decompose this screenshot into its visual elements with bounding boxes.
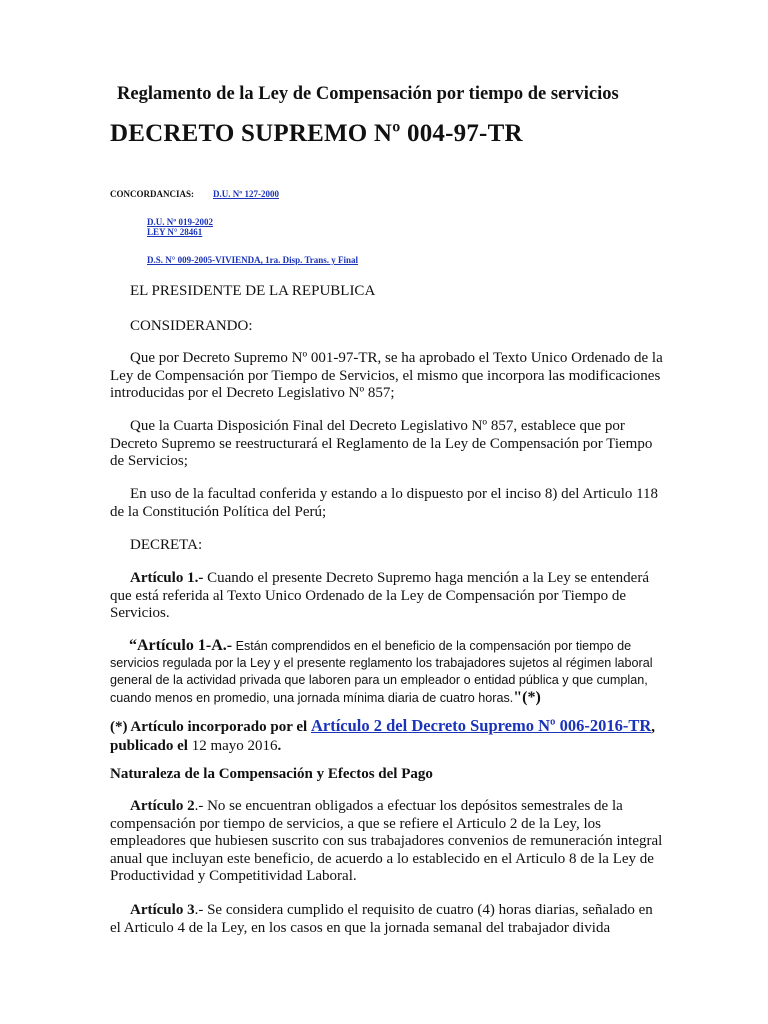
articulo-2-label (110, 798, 195, 814)
paragraph-text: En uso de la facultad conferida y estando a lo dispuesto por el inciso 8) del Articulo 118 de la Constitución Política del Perú; (110, 486, 659, 520)
articulo-1a-label: Artículo 1-A.- (137, 637, 233, 654)
concordancia-link-ley-28461[interactable]: LEY N° 28461 (147, 227, 203, 237)
decreta-line: DECRETA: (130, 537, 203, 553)
articulo-1-text: Cuando el presente Decreto Supremo haga mención a la Ley se entenderá que está referida al Texto Unico Ordenado de la Ley de Compensación por Tiempo de Servicios. (110, 570, 649, 621)
concordancia-link-du-019-2002[interactable]: D.U. Nº 019-2002 (147, 217, 213, 227)
considerando-paragraph-1 (110, 350, 665, 403)
considerando-line: CONSIDERANDO: (130, 318, 253, 334)
incorporation-note (110, 716, 665, 756)
note-prefix: (*) Artículo incorporado por el (110, 719, 311, 735)
presidente-line: EL PRESIDENTE DE LA REPUBLICA (130, 283, 376, 299)
considerando-paragraph-2 (110, 418, 665, 471)
asterisk-note-marker: "(*) (513, 689, 541, 706)
concordancia-link-du-127-2000[interactable]: D.U. Nº 127-2000 (213, 189, 279, 199)
open-quote: “ (129, 637, 137, 654)
note-comma: , (651, 719, 656, 735)
concordancia-link-ds-009-2005[interactable]: D.S. N° 009-2005-VIVIENDA, 1ra. Disp. Trans. y Final (147, 255, 359, 265)
articulo-3-label (110, 902, 195, 918)
section-heading: Naturaleza de la Compensación y Efectos del Pago (110, 766, 433, 782)
note-date: 12 mayo 2016 (187, 738, 278, 754)
articulo-1a (110, 637, 670, 707)
articulo-1a-text: Están comprendidos en el beneficio de la compensación por tiempo de servicios regulada por la Ley y el presente reglamento los trabajadores sujetos al régimen laboral general de la actividad privada que laboren para un empleador o entidad pública y que cumplan, cuando menos en promedio, una jornada mínima diaria de cuatro horas. (110, 639, 653, 705)
note-dot: . (277, 738, 282, 754)
paragraph-text: Que la Cuarta Disposición Final del Decreto Legislativo Nº 857, establece que por Decreto Supremo se reestructurará el Reglamento de la Ley de Compensación por Tiempo de Servicios; (110, 418, 653, 469)
articulo-label: Artículo 3 (130, 902, 195, 918)
document-subtitle: Reglamento de la Ley de Compensación por tiempo de servicios (117, 84, 619, 104)
note-publicado: publicado el (110, 738, 188, 754)
considerando-paragraph-3 (110, 486, 665, 521)
articulo-2 (110, 798, 665, 886)
articulo-1-label (110, 570, 203, 586)
articulo-1 (110, 570, 665, 623)
paragraph-text: Que por Decreto Supremo Nº 001-97-TR, se ha aprobado el Texto Unico Ordenado de la Ley de Compensación por Tiempo de Servicios, el mismo que incorpora las modificaciones introducidas por el Decreto Legislativo Nº 857; (110, 350, 663, 401)
articulo-3 (110, 902, 665, 937)
concordancias-label: CONCORDANCIAS: (110, 189, 195, 199)
articulo-2-text: .- No se encuentran obligados a efectuar los depósitos semestrales de la compensación por tiempo de servicios, a que se refiere el Articulo 2 de la Ley, los empleadores que hubiesen suscrito con sus trabajadores convenios de remuneración integral anual que incluyan este beneficio, de acuerdo a lo establecido en el Articulo 8 de la Ley de Productividad y Competitividad Laboral. (110, 798, 663, 884)
articulo-label: Artículo 1.- (130, 570, 204, 586)
articulo-3-text: .- Se considera cumplido el requisito de cuatro (4) horas diarias, señalado en el Articulo 4 de la Ley, en los casos en que la jornada semanal del trabajador divida (110, 902, 653, 936)
articulo-label: Artículo 2 (130, 798, 195, 814)
document-title: DECRETO SUPREMO Nº 004-97-TR (110, 120, 523, 147)
articulo-2-ds-006-2016-link[interactable]: Artículo 2 del Decreto Supremo Nº 006-2016-TR (310, 716, 652, 735)
